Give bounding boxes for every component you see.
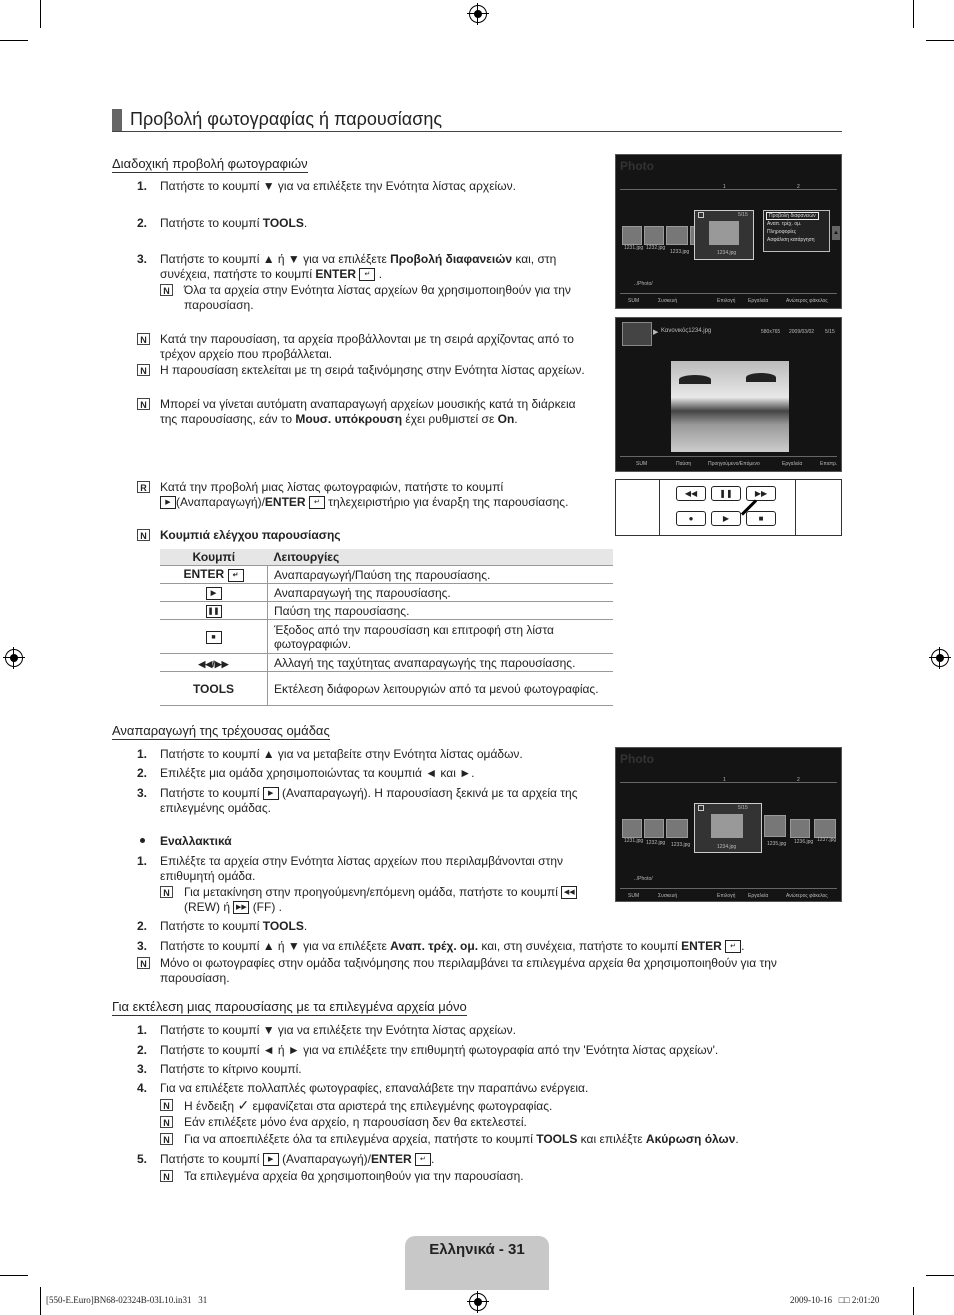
- footer-device: Συσκευή: [658, 893, 678, 899]
- key-cell: [160, 620, 268, 654]
- selection-checkbox-icon: [698, 805, 704, 811]
- play-icon: ▶: [263, 1153, 279, 1166]
- photo-thumbnail: [764, 815, 786, 837]
- desc-cell: Αναπαραγωγή/Παύση της παρουσίασης.: [268, 566, 614, 584]
- step-number: 1.: [137, 747, 148, 761]
- footer-parent: Ανώτερος φάκελος: [786, 298, 828, 304]
- counter: 5/15: [825, 329, 835, 335]
- table-header-row: [160, 549, 613, 566]
- desc-cell: Εκτέλεση διάφορων λειτουργιών από τα μενού φωτογραφίας.: [268, 672, 614, 706]
- enter-icon: ↵: [725, 940, 741, 953]
- registration-mark-icon: [469, 1293, 487, 1311]
- step-text: Πατήστε το κουμπί ◄ ή ► για να επιλέξετε την επιθυμητή φωτογραφία από την 'Ενότητα λίστας αρχείων'.: [160, 1043, 719, 1057]
- step-text: Πατήστε το κουμπί TOOLS.: [160, 216, 308, 230]
- photo-thumbnail: [644, 819, 664, 838]
- registration-mark-icon: [469, 5, 487, 23]
- footer-divider: [620, 293, 837, 294]
- footer-parent: Ανώτερος φάκελος: [786, 893, 828, 899]
- desc-cell: Αλλαγή της ταχύτητας αναπαραγωγής της παρουσίασης.: [268, 654, 614, 672]
- timeline-label: 1: [723, 777, 726, 783]
- crop-mark: [926, 40, 954, 41]
- selected-photo: [709, 221, 739, 245]
- note-text: Κατά την παρουσίαση, τα αρχεία προβάλλονται με τη σειρά αρχίζοντας από το τρέχον αρχείο που προβάλλεται.: [160, 332, 574, 361]
- step-number: 2.: [137, 766, 148, 780]
- timeline-label: 1: [723, 184, 726, 190]
- note-icon: N: [160, 284, 173, 296]
- counter: 5/15: [738, 805, 748, 811]
- selected-photo: [711, 814, 743, 838]
- thumb-label: 1234.jpg: [717, 250, 737, 256]
- step-text: Επιλέξτε τα αρχεία στην Ενότητα λίστας αρχείων που περιλαμβάνονται στην επιθυμητή ομάδα.: [160, 854, 563, 883]
- footer-pause: Παύση: [676, 461, 692, 467]
- photo-app-icon: [622, 322, 652, 346]
- note-icon: N: [160, 1099, 173, 1111]
- photo-thumbnail: [666, 226, 688, 245]
- key-cell: [160, 584, 268, 602]
- photo-thumbnail: [622, 226, 642, 245]
- filename: Κανονικός1234.jpg: [661, 328, 712, 334]
- note-icon: N: [160, 1133, 173, 1145]
- enter-icon: ↵: [359, 268, 375, 281]
- step-text: Πατήστε το κουμπί ▲ ή ▼ για να επιλέξετε Αναπ. τρέχ. ομ. και, στη συνέχεια, πατήστε το κουμπί ENTER ↵ .: [160, 939, 745, 953]
- selection-checkbox-icon: [698, 212, 704, 218]
- counter: 5/15: [738, 212, 748, 218]
- scroll-right-icon: ▲: [832, 226, 840, 240]
- step-number: 3.: [137, 939, 148, 953]
- play-icon: ▶: [206, 587, 222, 600]
- footer-device: Συσκευή: [658, 298, 678, 304]
- footer-sum: SUM: [628, 298, 640, 304]
- note-text: Τα επιλεγμένα αρχεία θα χρησιμοποιηθούν για την παρουσίαση.: [184, 1169, 524, 1183]
- section-divider: [112, 131, 842, 132]
- photo-thumbnail: [666, 819, 688, 838]
- umbrella-shape: [679, 375, 711, 384]
- footer-return: Επιστρ.: [820, 461, 838, 467]
- check-icon: ✓: [237, 1097, 250, 1113]
- pause-button: ❚❚: [711, 486, 741, 501]
- menu-item-lock[interactable]: Ασφάλιση κατάργηση: [767, 237, 815, 243]
- registration-mark-icon: [5, 649, 23, 667]
- fast-forward-icon: ▶▶: [233, 901, 249, 914]
- thumb-label: 1232.jpg: [646, 245, 666, 251]
- tools-menu: [763, 210, 830, 252]
- pause-icon: ❚❚: [206, 605, 222, 618]
- thumb-label: 1234.jpg: [717, 844, 737, 850]
- step-number: 3.: [137, 252, 148, 266]
- step-number: 1.: [137, 854, 148, 868]
- controls-table: [160, 549, 613, 706]
- note-icon: N: [137, 333, 150, 345]
- footer-divider: [620, 888, 837, 889]
- table-row: [160, 672, 613, 706]
- alternative-label: Εναλλακτικά: [160, 834, 232, 848]
- step-number: 5.: [137, 1152, 148, 1166]
- table-row: [160, 566, 613, 584]
- key-cell: ENTER ↵: [160, 566, 268, 584]
- note-icon: N: [160, 1170, 173, 1182]
- footer-divider: [620, 456, 837, 457]
- step-number: 1.: [137, 1023, 148, 1037]
- footer-sum: SUM: [636, 461, 648, 467]
- subheading-selected-files: Για εκτέλεση μιας παρουσίασης με τα επιλεγμένα αρχεία μόνο: [112, 999, 467, 1014]
- footer-select: Επιλογή: [717, 893, 736, 899]
- date: 2009/03/02: [789, 329, 815, 335]
- resolution: 580x765: [761, 329, 781, 335]
- screen-title: Photo: [620, 752, 654, 766]
- note-text: Η ένδειξη ✓ εμφανίζεται στα αριστερά της επιλεγμένης φωτογραφίας.: [184, 1097, 553, 1113]
- step-number: 3.: [137, 786, 148, 800]
- rew-ff-icon: ◀◀/▶▶: [198, 658, 229, 669]
- step-text: Πατήστε το κίτρινο κουμπί.: [160, 1062, 302, 1076]
- footer-prev-next: Προηγούμενο/Επόμενο: [708, 461, 760, 467]
- crop-mark: [0, 40, 28, 41]
- footer-tools: Εργαλεία: [782, 461, 803, 467]
- footer-tools: Εργαλεία: [748, 298, 769, 304]
- timeline-bar: [620, 782, 837, 783]
- thumb-label: 1233.jpg: [671, 842, 691, 848]
- stop-button: ■: [746, 511, 776, 526]
- photo-thumbnail: [790, 819, 810, 838]
- step-text: Πατήστε το κουμπί ▼ για να επιλέξετε την Ενότητα λίστας αρχείων.: [160, 1023, 516, 1037]
- step-number: 3.: [137, 1062, 148, 1076]
- photo-thumbnail: [622, 819, 642, 838]
- crop-mark: [40, 1287, 41, 1315]
- note-icon: N: [137, 364, 150, 376]
- step-text: Πατήστε το κουμπί ▲ ή ▼ για να επιλέξετε Προβολή διαφανειών και, στη συνέχεια, πατήστε το κουμπί ENTER ↵ .: [160, 252, 557, 281]
- timeline-label: 2: [797, 184, 800, 190]
- crop-mark: [913, 0, 914, 28]
- timeline-label: 2: [797, 777, 800, 783]
- footer-select: Επιλογή: [717, 298, 736, 304]
- section-title-marker: [112, 109, 122, 131]
- note-icon: N: [137, 398, 150, 410]
- play-icon: ▶: [263, 787, 279, 800]
- remote-illustration: [615, 479, 842, 536]
- menu-item-play-group[interactable]: Αναπ. τρέχ. ομ.: [767, 221, 802, 227]
- crop-mark: [913, 1287, 914, 1315]
- step-text: Πατήστε το κουμπί ▼ για να επιλέξετε την Ενότητα λίστας αρχείων.: [160, 179, 516, 193]
- enter-icon: ↵: [309, 496, 325, 509]
- thumb-label: 1232.jpg: [646, 840, 666, 846]
- desc-cell: Έξοδος από την παρουσίαση και επιτροφή στη λίστα φωτογραφιών.: [268, 620, 614, 654]
- note-icon: N: [137, 957, 150, 969]
- rewind-icon: ◀◀: [561, 886, 577, 899]
- print-info-right: 2009-10-16 □□ 2:01:20: [790, 1295, 880, 1305]
- note-text: Όλα τα αρχεία στην Ενότητα λίστας αρχείων θα χρησιμοποιηθούν για την παρουσίαση.: [184, 283, 571, 312]
- stop-icon: ■: [206, 631, 222, 644]
- step-number: 1.: [137, 179, 148, 193]
- thumb-label: 1231.jpg: [624, 245, 644, 251]
- desc-cell: Παύση της παρουσίασης.: [268, 602, 614, 620]
- thumb-label: 1235.jpg: [767, 841, 787, 847]
- path-label: ../Photo/: [634, 281, 653, 287]
- note-text: Μπορεί να γίνεται αυτόματη αναπαραγωγή αρχείων μουσικής κατά τη διάρκεια της παρουσίασης, εάν το Μουσ. υπόκρουση έχει ρυθμιστεί σε On.: [160, 397, 576, 426]
- step-number: 2.: [137, 216, 148, 230]
- page-label: Ελληνικά - 31: [429, 1241, 525, 1258]
- slideshow-photo: [671, 361, 789, 452]
- timeline-bar: [620, 189, 837, 190]
- desc-cell: Αναπαραγωγή της παρουσίασης.: [268, 584, 614, 602]
- crop-mark: [40, 0, 41, 28]
- footer-tools: Εργαλεία: [748, 893, 769, 899]
- step-number: 2.: [137, 1043, 148, 1057]
- section-title: Προβολή φωτογραφίας ή παρουσίασης: [130, 109, 443, 129]
- step-text: Πατήστε το κουμπί ▶ (Αναπαραγωγή)/ENTER ↵ .: [160, 1152, 435, 1166]
- enter-icon: ↵: [228, 569, 244, 582]
- subheading-play-group: Αναπαραγωγή της τρέχουσας ομάδας: [112, 723, 330, 738]
- key-cell: [160, 602, 268, 620]
- note-icon: N: [160, 1116, 173, 1128]
- step-text: Πατήστε το κουμπί ▲ για να μεταβείτε στην Ενότητα λίστας ομάδων.: [160, 747, 523, 761]
- crop-mark: [0, 1275, 28, 1276]
- thumb-label: 1237.jpg: [817, 837, 837, 843]
- table-row: [160, 654, 613, 672]
- footer-sum: SUM: [628, 893, 640, 899]
- thumb-label: 1231.jpg: [624, 838, 644, 844]
- step-number: 2.: [137, 919, 148, 933]
- table-row: [160, 620, 613, 654]
- subheading-slideshow: Διαδοχική προβολή φωτογραφιών: [112, 156, 308, 171]
- note-icon: N: [160, 886, 173, 898]
- step-text: Επιλέξτε μια ομάδα χρησιμοποιώντας τα κουμπιά ◄ και ►.: [160, 766, 475, 780]
- note-text: Για να αποεπιλέξετε όλα τα επιλεγμένα αρχεία, πατήστε το κουμπί TOOLS και επιλέξτε Ακύρωση όλων.: [184, 1132, 739, 1146]
- tv-screenshot-file-list: [615, 154, 842, 309]
- bullet-icon: [140, 838, 145, 843]
- rewind-button: ◀◀: [676, 486, 706, 501]
- note-text: Μόνο οι φωτογραφίες στην ομάδα ταξινόμησης που περιλαμβάνει τα επιλεγμένα αρχεία θα χρησιμοποιηθούν για την παρουσίαση.: [160, 956, 777, 985]
- note-text: Κατά την προβολή μιας λίστας φωτογραφιών, πατήστε το κουμπί ▶ (Αναπαραγωγή)/ENTER ↵ τηλεχειριστήριο για έναρξη της παρουσίασης.: [160, 480, 569, 509]
- print-info-left: [550-E.Euro]BN68-02324B-03L10.in31 31: [46, 1295, 208, 1305]
- play-button: ▶: [711, 511, 741, 526]
- key-cell: TOOLS: [160, 672, 268, 706]
- photo-thumbnail: [644, 226, 664, 245]
- play-icon: ▶: [160, 496, 176, 509]
- enter-icon: ↵: [415, 1153, 431, 1166]
- controls-title: Κουμπιά ελέγχου παρουσίασης: [160, 528, 341, 542]
- tv-screenshot-slideshow: [615, 317, 842, 472]
- ff-button: ▶▶: [746, 486, 776, 501]
- crop-mark: [926, 1275, 954, 1276]
- remote-note-icon: R: [137, 481, 150, 493]
- thumb-label: 1233.jpg: [670, 249, 690, 255]
- note-text: Εάν επιλέξετε μόνο ένα αρχείο, η παρουσίαση δεν θα εκτελεστεί.: [184, 1115, 527, 1129]
- table-header: Κουμπί: [160, 549, 268, 566]
- path-label: ../Photo/: [634, 876, 653, 882]
- step-text: Πατήστε το κουμπί TOOLS.: [160, 919, 308, 933]
- table-row: [160, 584, 613, 602]
- menu-item-info[interactable]: Πληροφορίες: [767, 229, 797, 235]
- thumb-label: 1236.jpg: [794, 839, 814, 845]
- table-header: Λειτουργίες: [268, 549, 614, 566]
- table-row: [160, 602, 613, 620]
- record-button: ●: [676, 511, 706, 526]
- screen-title: Photo: [620, 159, 654, 173]
- step-number: 4.: [137, 1081, 148, 1095]
- step-text: Για να επιλέξετε πολλαπλές φωτογραφίες, επαναλάβετε την παραπάνω ενέργεια.: [160, 1081, 589, 1095]
- play-state-icon: ▶: [653, 329, 659, 336]
- step-text: Πατήστε το κουμπί ▶ (Αναπαραγωγή). Η παρουσίαση ξεκινά με τα αρχεία της επιλεγμένης ομάδας.: [160, 786, 578, 815]
- note-icon: N: [137, 529, 150, 541]
- menu-item-slideshow[interactable]: Προβολή διαφανειών: [766, 212, 819, 220]
- note-text: Για μετακίνηση στην προηγούμενη/επόμενη ομάδα, πατήστε το κουμπί ◀◀ (REW) ή ▶▶ (FF) .: [184, 885, 594, 915]
- registration-mark-icon: [931, 649, 949, 667]
- umbrella-shape: [746, 373, 776, 382]
- key-cell: [160, 654, 268, 672]
- tv-screenshot-group-list: [615, 747, 842, 902]
- photo-thumbnail: [814, 819, 836, 838]
- note-text: Η παρουσίαση εκτελείται με τη σειρά ταξινόμησης στην Ενότητα λίστας αρχείων.: [160, 363, 585, 377]
